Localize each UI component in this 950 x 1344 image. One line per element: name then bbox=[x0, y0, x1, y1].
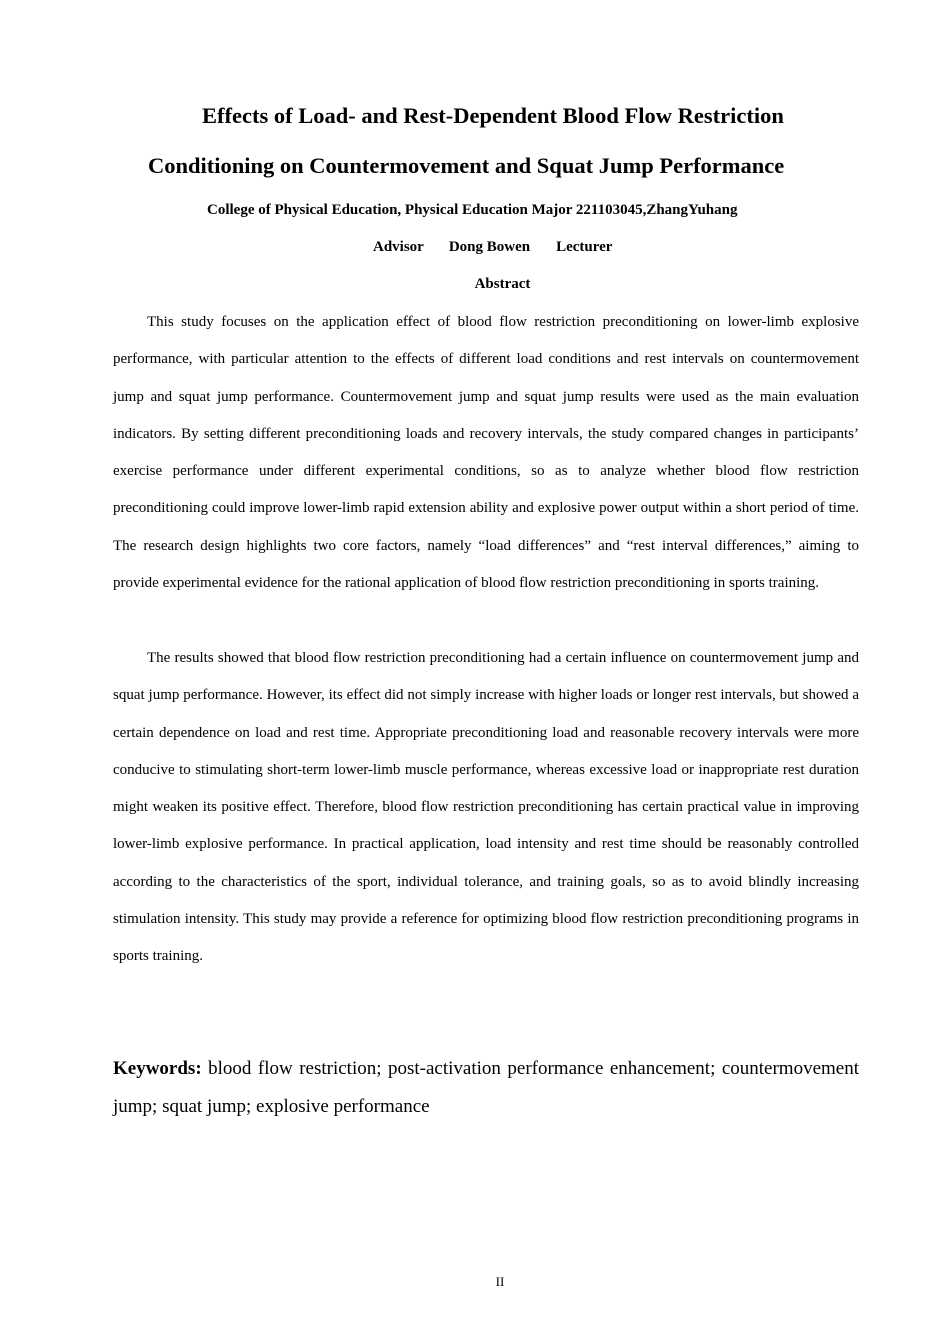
keywords-section bbox=[113, 1050, 859, 1126]
advisor-label: Advisor bbox=[373, 239, 424, 255]
advisor-rank: Lecturer bbox=[556, 239, 613, 255]
keywords-label: Keywords: bbox=[113, 1058, 202, 1079]
abstract-heading-text: Abstract bbox=[474, 276, 531, 292]
author-affiliation: College of Physical Education, Physical Education Major 221103045,ZhangYuhang bbox=[207, 202, 738, 218]
abstract-heading bbox=[0, 273, 950, 295]
abstract-paragraph-2: The results showed that blood flow restriction preconditioning had a certain influence on countermovement jump and squat jump performance. However, its effect did not simply increase with higher loads or longer rest intervals, but showed a certain dependence on load and rest time. Appropriate preconditioning load and reasonable recovery intervals were more conducive to stimulating short-term lower-limb muscle performance, whereas excessive load or inappropriate rest duration might weaken its positive effect. Therefore, blood flow restriction preconditioning has certain practical value in improving lower-limb explosive performance. In practical application, load intensity and rest time should be reasonably controlled according to the characteristics of the sport, individual tolerance, and training goals, so as to avoid blindly increasing stimulation intensity. This study may provide a reference for optimizing blood flow restriction preconditioning programs in sports training. bbox=[113, 650, 859, 965]
page-number: II bbox=[495, 1274, 505, 1289]
advisor-line bbox=[373, 236, 612, 258]
abstract-paragraph-1: This study focuses on the application effect of blood flow restriction preconditioning on lower-limb explosive performance, with particular attention to the effects of different load conditions and rest intervals on countermovement jump and squat jump performance. Countermovement jump and squat jump results were used as the main evaluation indicators. By setting different preconditioning loads and recovery intervals, the study compared changes in participants’ exercise performance under different experimental conditions, so as to analyze whether blood flow restriction preconditioning could improve lower-limb rapid extension ability and explosive power output within a short period of time. The research design highlights two core factors, namely “load differences” and “rest interval differences,” aiming to provide experimental evidence for the rational application of blood flow restriction preconditioning in sports training. bbox=[113, 314, 859, 592]
paper-title-line-1: Effects of Load- and Rest-Dependent Blood Flow Restriction bbox=[202, 103, 784, 128]
paper-title-line-2: Conditioning on Countermovement and Squat Jump Performance bbox=[148, 153, 785, 178]
keywords-text: blood flow restriction; post-activation performance enhancement; countermovement jump; squat jump; explosive performance bbox=[113, 1058, 860, 1117]
advisor-name: Dong Bowen bbox=[448, 239, 531, 255]
